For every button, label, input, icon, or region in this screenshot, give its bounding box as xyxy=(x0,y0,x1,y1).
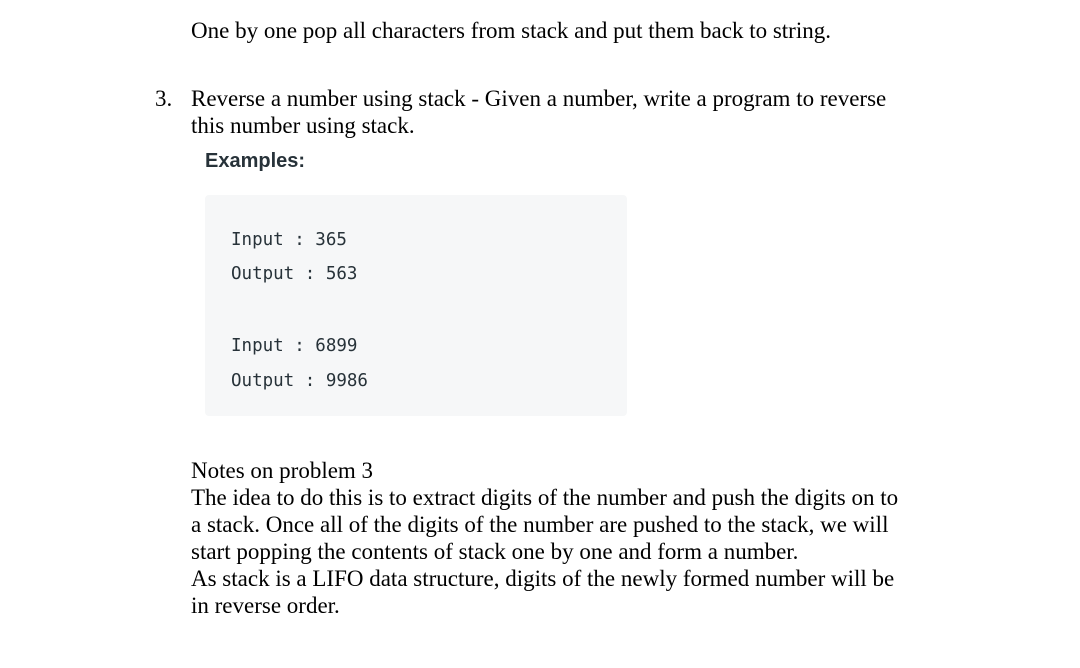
notes-line-3: start popping the contents of stack one by one and form a number. xyxy=(191,539,799,564)
notes-title: Notes on problem 3 xyxy=(191,458,374,483)
problem-statement xyxy=(191,85,971,139)
problem-statement-line-1: Reverse a number using stack - Given a number, write a program to reverse xyxy=(191,86,887,111)
code-line-output-1: Output : 563 xyxy=(231,264,358,284)
notes-section xyxy=(191,457,991,619)
examples-heading: Examples: xyxy=(205,150,306,172)
notes-line-1: The idea to do this is to extract digits of the number and push the digits on to xyxy=(191,485,899,510)
problem-statement-line-2: this number using stack. xyxy=(191,113,415,138)
code-line-input-2: Input : 6899 xyxy=(231,336,358,356)
code-line-output-2: Output : 9986 xyxy=(231,371,368,391)
notes-line-2: a stack. Once all of the digits of the number are pushed to the stack, we will xyxy=(191,512,889,537)
list-number: 3. xyxy=(155,86,173,111)
notes-line-4: As stack is a LIFO data structure, digits of the newly formed number will be xyxy=(191,566,895,591)
notes-line-5: in reverse order. xyxy=(191,593,340,618)
intro-paragraph: One by one pop all characters from stack and put them back to string. xyxy=(191,18,831,43)
code-block xyxy=(205,195,627,416)
code-line-input-1: Input : 365 xyxy=(231,230,347,250)
